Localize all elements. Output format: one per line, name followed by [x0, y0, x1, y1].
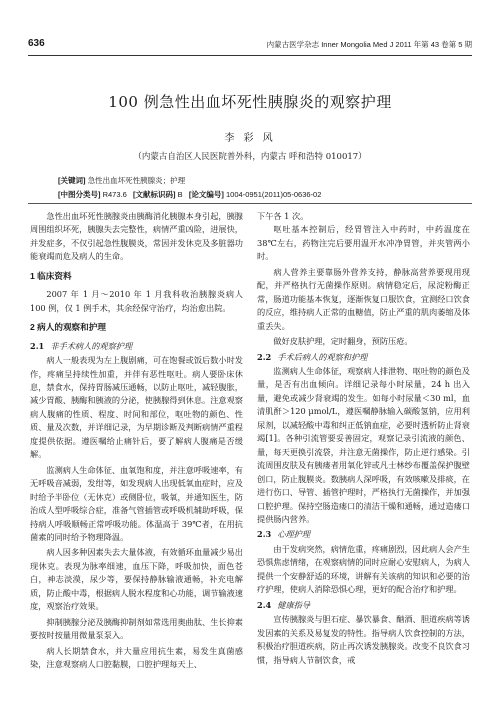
section-2-2-paragraph: 监测病人生命体征，观察病人排泄物、呕吐物的颜色及量，是否有出血倾向。详细记录每小时尿量，24 h 出入量，避免或减少肾衰竭的发生。如每小时尿量＜30 ml，血清肌酐＞120 μmol/L，遵医嘱静脉输入碳酸氢钠，应用利尿剂，以减轻酸中毒和纠正低钠血症，必要时透析防止肾衰竭[1]。各种引流管要妥善固定，观察记录引流液的颜色、量，每天更换引流袋，并注意无菌操作，防止逆行感染。引流周围皮肤及有胰瘘者用氧化锌或凡士林纱布覆盖保护腹壁创口，防止腹膜炎。数胰病人深呼吸，有效咳嗽及排痰，在进行伤口、导管、插管护理时，严格执行无菌操作，并加强口腔护理。保持空肠造瘘口的清洁干燥和通畅，通过造瘘口提供肠内营养。: [257, 365, 470, 524]
section-2-4-title: 健康指导: [277, 599, 311, 610]
article-id-label: [论文编号]: [188, 190, 224, 199]
right-column: [257, 210, 470, 669]
section-2-1-paragraph: 病人一般表现为左上腹剧痛，可在饱餐或饭后数小时发作，疼痛呈持续性加重，并伴有恶性呕吐。病人要卧床休息，禁食水，保持胃肠减压通畅，以防止呕吐，减轻腹胀，减少胃酸、胰酶和胰液的分泌，使胰腺得到休息。注意观察病人腹痛的性质、程度、时间和部位，呕吐物的颜色、性质、量及次数，并详细记录，为早期诊断及判断病情严重程度提供依据。遵医嘱给止痛针后，要了解病人腹痛是否缓解。: [30, 355, 243, 460]
section-2-4-paragraph: 宣传胰腺炎与胆石症、暴饮暴食、酗酒、胆道疾病等诱发因素的关系及易复发的特性。指导病人饮食控制的方法，积极治疗胆道疾病，防止再次诱发胰腺炎。改变不良饮食习惯，指导病人节制饮食，戒: [257, 614, 470, 665]
article-id-value: 1004-0951(2011)05-0636-02: [226, 190, 322, 199]
author: 李 彩 风: [224, 133, 276, 144]
page-number: 636: [28, 38, 45, 49]
section-2-1-heading: [30, 340, 243, 353]
affiliation: （内蒙古自治区人民医院普外科，内蒙古 呼和浩特 010017）: [133, 152, 367, 162]
paragraph: 做好皮肤护理，定时翻身，预防压疮。: [273, 336, 413, 347]
section-2-3-paragraph: 由于发病突然，病情危重，疼痛剧烈，因此病人会产生恐惧焦虑情绪，在观察病情的同时应耐心安慰病人，为病人提供一个安静舒适的环境，讲解有关该病的知识和必要的治疗护理，使病人消除恐惧心理，更好的配合治疗和护理。: [257, 543, 470, 595]
section-2-3-number: 2.3: [257, 529, 272, 540]
section-1-heading: 1 临床资料: [30, 270, 72, 281]
paragraph: 呕吐基本控制后，经胃管注入中药时，中药温度在 38℃左右，药物注完后要用温开水冲净胃管，并夹管两小时。: [257, 224, 470, 262]
section-2-2-title: 手术后病人的观察和护理: [277, 351, 368, 362]
continued-paragraph: 下午各 1 次。: [257, 211, 309, 221]
keywords-line: [58, 175, 442, 186]
section-2-1-paragraph: 病人因多种因素失去大量体液，有效循环血量减少易出现休克。表现为脉率细速，血压下降，呼吸加快，面色苍白，神志淡漠，尿少等，要保持静脉输液通畅，补充电解质，防止酸中毒，根据病人脱水程度和心功能，调节输液速度，观察治疗效果。: [30, 547, 243, 612]
section-2-1-paragraph: 监测病人生命体征、血氧饱和度，并注意呼吸速率，有无呼吸音减弱，发绀等，如发现病人出现低氧血症时，应及时给予半卧位（无休克）或侧卧位，吸氧，并通知医生，防治成人型呼吸综合症，准备气管插管或呼吸机辅助呼吸，保持病人呼吸顺畅正常呼吸功能。体温高于 39℃者，在用抗菌素的同时给予物理降温。: [30, 464, 243, 542]
keywords-text: 急性出血坏死性胰腺炎；护理: [87, 176, 186, 185]
meta-rule: [28, 203, 472, 204]
running-header: [28, 38, 472, 52]
section-2-1-paragraph: 抑制胰腺分泌及胰酶抑制剂如常选用奥曲肽、生长抑素要按时按量用微量泵泵入。: [30, 616, 243, 641]
section-2-4-heading: [257, 599, 470, 612]
section-2-3-title: 心理护理: [277, 529, 311, 540]
header-rule: [28, 55, 472, 56]
journal-citation: 内蒙古医学杂志 Inner Mongolia Med J 2011 年第 43 卷第 5 期: [266, 40, 472, 49]
section-2-1-title: 非手术病人的观察护理: [50, 340, 133, 351]
section-2-4-number: 2.4: [257, 599, 272, 610]
section-2-heading: 2 病人的观察和护理: [30, 322, 106, 333]
clc-label: [中图分类号]: [58, 190, 101, 199]
classification-line: [58, 189, 442, 200]
clc-value: R473.6: [102, 190, 127, 199]
left-column: [30, 210, 243, 674]
keywords-label: [关键词]: [58, 176, 86, 185]
doc-code-value: B: [177, 190, 183, 199]
section-2-2-heading: [257, 351, 470, 364]
section-2-1-number: 2.1: [30, 340, 45, 351]
section-1-text: 2007 年 1 月～2010 年 1 月我科收治胰腺炎病人 100 例，仅 1 例手术，其余经保守治疗，均治愈出院。: [30, 289, 243, 313]
section-2-2-number: 2.2: [257, 351, 272, 362]
section-2-1-paragraph: 病人长期禁食水，并大量应用抗生素，易发生真菌感染，注意观察病人口腔黏膜，口腔护理每天上、: [30, 645, 243, 670]
article-title: 100 例急性出血坏死性胰腺炎的观察护理: [108, 93, 392, 111]
intro-paragraph: 急性出血坏死性胰腺炎由胰酶消化胰腺本身引起，胰腺周围组织坏死，胰腺失去完整性，病情严重凶险，进展快，并发症多，不仅引起急性腹膜炎，常因并发休克及多脏器功能衰竭而危及病人的生命。: [30, 211, 243, 262]
paragraph: 病人营养主要靠肠外营养支持，静脉高营养要现用现配，并严格执行无菌操作原则。病情稳定后，尿淀粉酶正常，肠道功能基本恢复，逐渐恢复口服饮食，宜测经口饮食的反应，维持病人正常的血糖值，防止严重的肌肉萎缩及体重丢失。: [257, 266, 470, 331]
section-2-3-heading: [257, 528, 470, 541]
doc-code-label: [文献标识码]: [133, 190, 176, 199]
